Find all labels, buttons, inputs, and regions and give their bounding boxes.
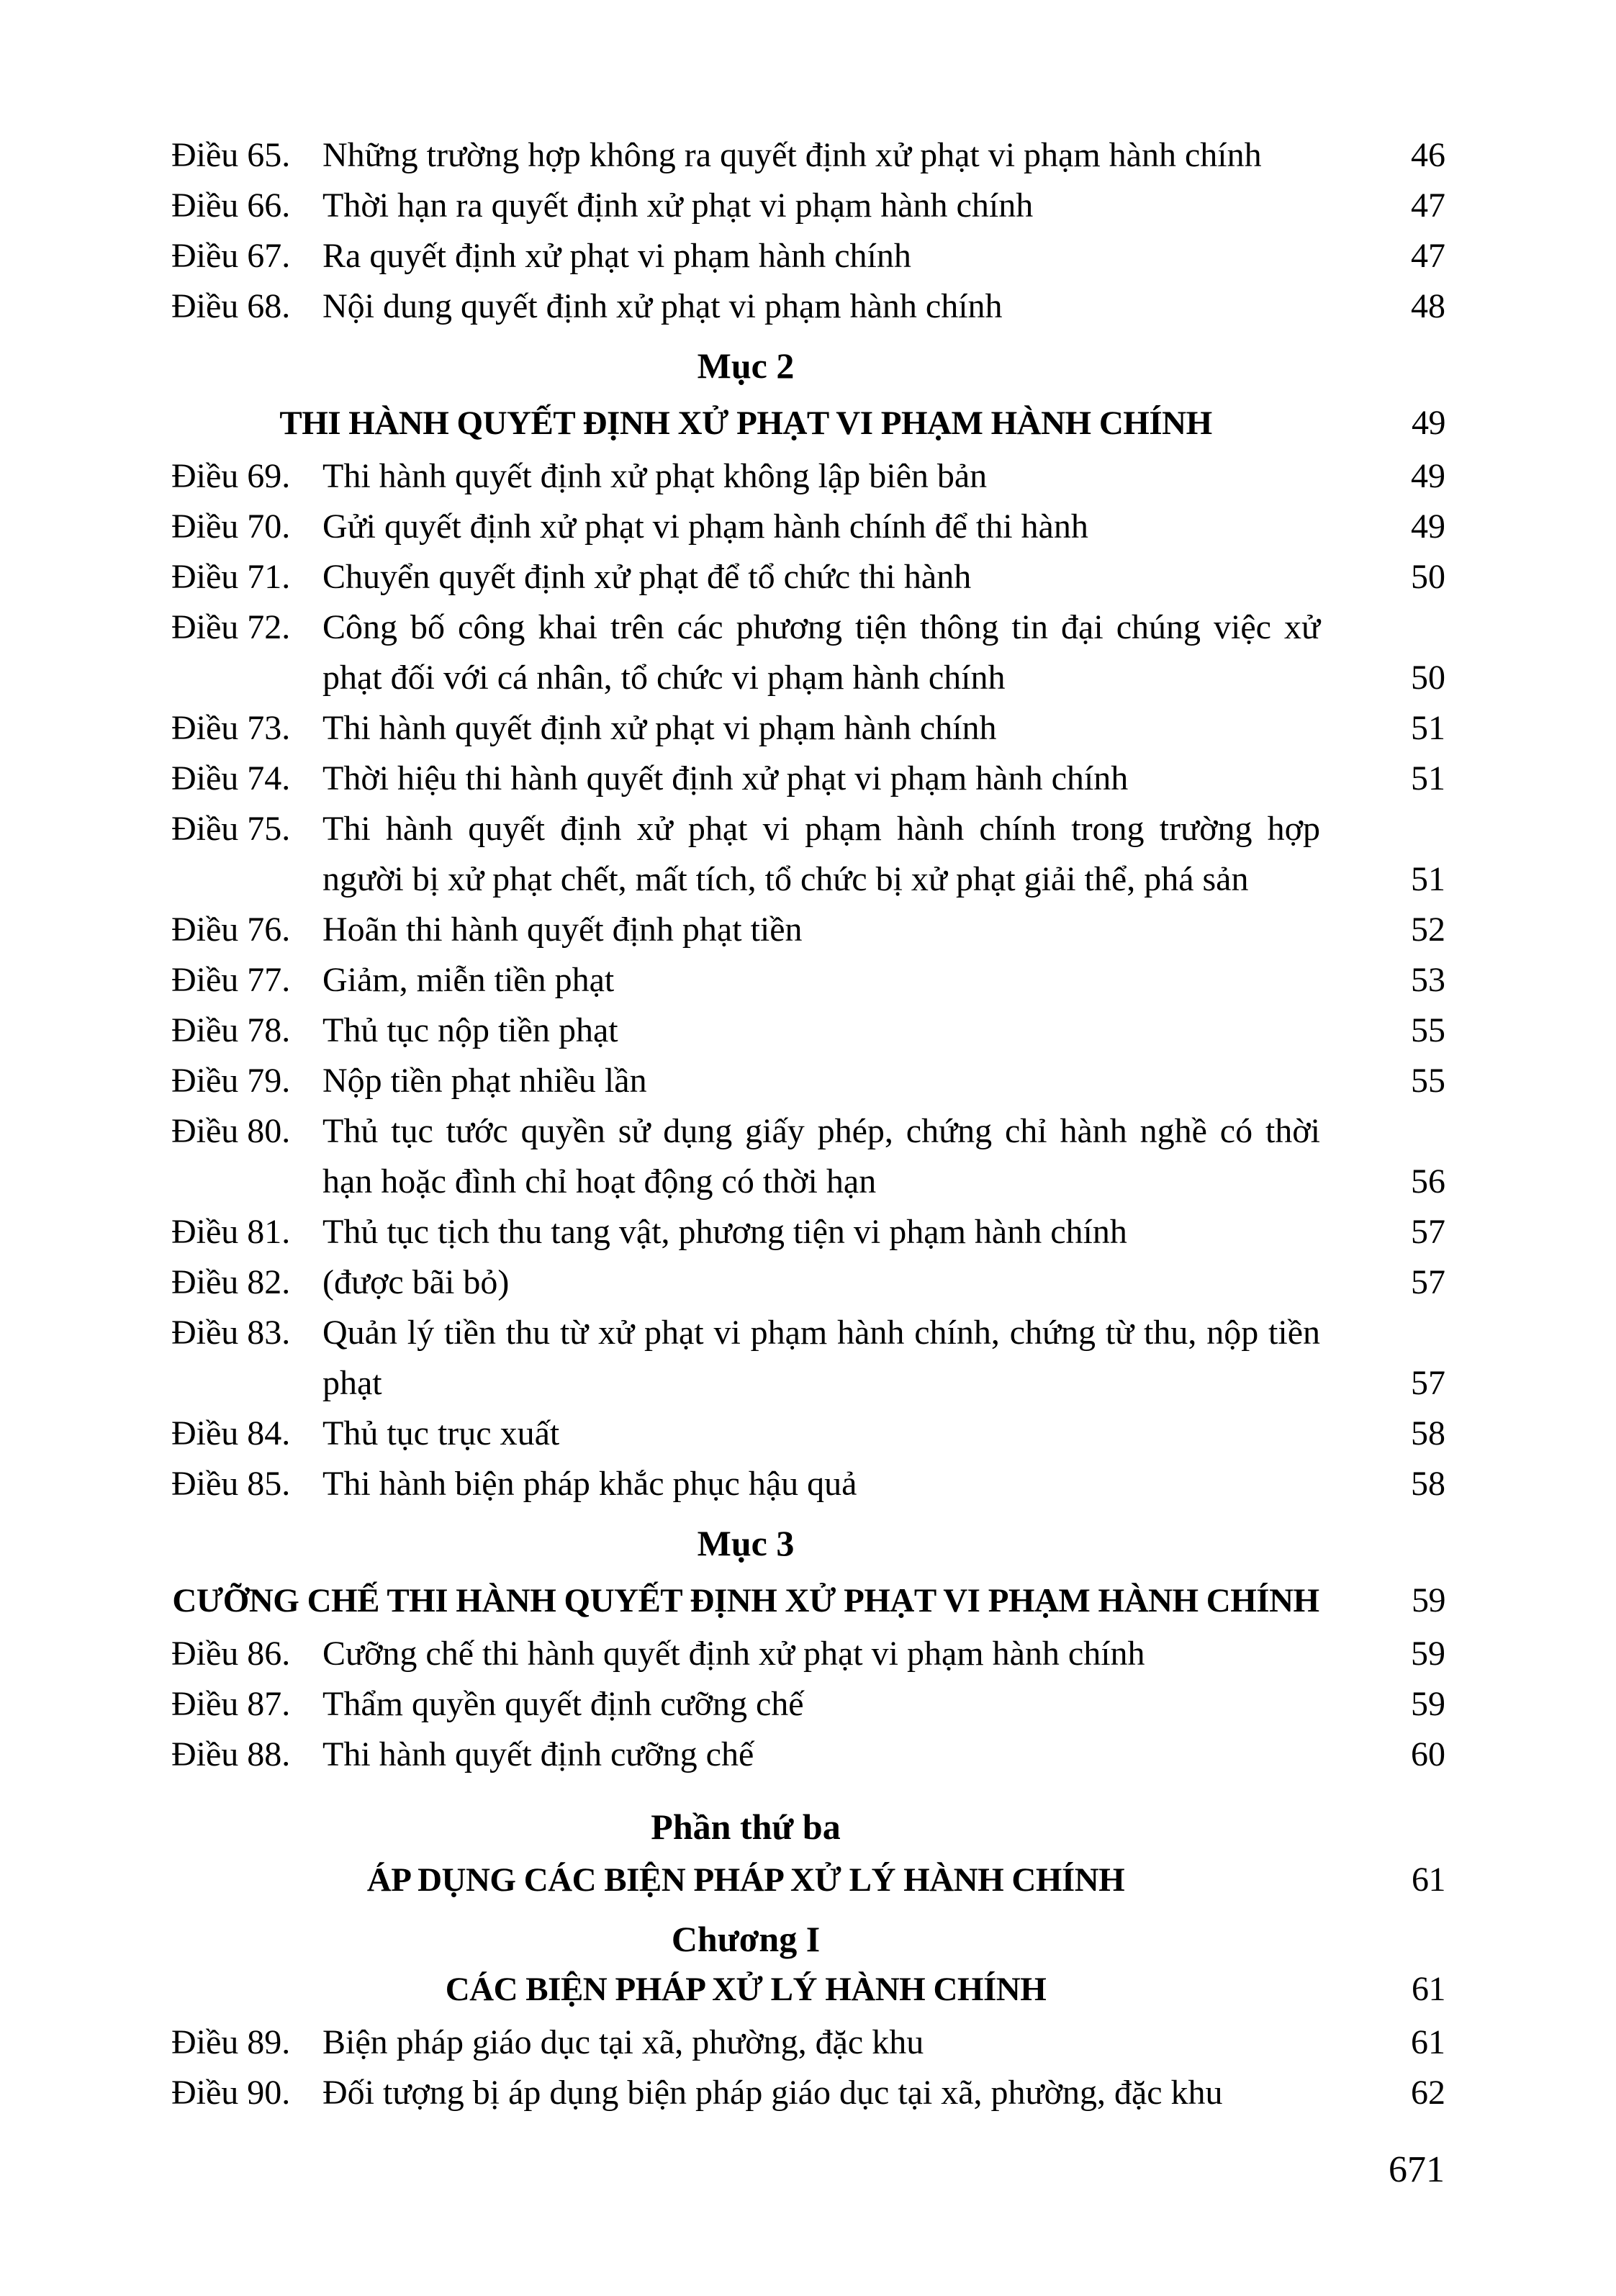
toc-entry-title: Quản lý tiền thu từ xử phạt vi phạm hành chính, chứng từ thu, nộp tiền phạt xyxy=(322,1314,1320,1402)
toc-entry-label: Điều 72. xyxy=(171,608,291,646)
toc-entry-title: Thời hiệu thi hành quyết định xử phạt vi phạm hành chính xyxy=(322,759,1129,797)
toc-entry-title: Thời hạn ra quyết định xử phạt vi phạm hành chính xyxy=(322,186,1034,225)
toc-heading-page-number: 61 xyxy=(1412,1970,1445,2008)
toc-entry-page-number: 51 xyxy=(1411,759,1445,797)
toc-entry xyxy=(171,703,1445,754)
toc-entry-page-number: 48 xyxy=(1411,287,1445,325)
toc-entry-page-number: 60 xyxy=(1411,1735,1445,1773)
toc-heading-page-number: 59 xyxy=(1412,1581,1445,1619)
toc-entry xyxy=(171,552,1445,602)
toc-entry xyxy=(171,1106,1445,1207)
toc-entry-label: Điều 84. xyxy=(171,1414,291,1452)
toc-entry-title: Thủ tục tịch thu tang vật, phương tiện vi phạm hành chính xyxy=(322,1213,1127,1251)
toc-heading xyxy=(171,1855,1445,1905)
toc-entry-page-number: 57 xyxy=(1411,1213,1445,1251)
toc-entry-page-number: 49 xyxy=(1411,507,1445,546)
toc-entry-page-number: 51 xyxy=(1411,860,1445,898)
toc-entry-page-number: 52 xyxy=(1411,910,1445,949)
toc-entry xyxy=(171,1308,1445,1409)
toc-heading-title: Mục 2 xyxy=(697,345,795,386)
toc-entry xyxy=(171,1409,1445,1459)
toc-entry-page-number: 46 xyxy=(1411,136,1445,174)
toc-heading-title: CƯỠNG CHẾ THI HÀNH QUYẾT ĐỊNH XỬ PHẠT VI PHẠM HÀNH CHÍNH xyxy=(172,1582,1319,1619)
toc-entry-label: Điều 69. xyxy=(171,457,291,495)
toc-entry xyxy=(171,1207,1445,1257)
toc-heading-page-number: 61 xyxy=(1412,1861,1445,1899)
toc-entry-page-number: 47 xyxy=(1411,186,1445,225)
toc-entry xyxy=(171,1005,1445,1056)
toc-entry-title: Thi hành biện pháp khắc phục hậu quả xyxy=(322,1465,857,1503)
toc-entry-title: Thủ tục tước quyền sử dụng giấy phép, chứng chỉ hành nghề có thời hạn hoặc đình chỉ hoạt động có thời hạn xyxy=(322,1112,1320,1201)
toc-entry-page-number: 59 xyxy=(1411,1635,1445,1673)
toc-entry xyxy=(171,130,1445,181)
toc-entry-label: Điều 82. xyxy=(171,1263,291,1301)
toc-heading-title: Phần thứ ba xyxy=(651,1807,841,1847)
toc-heading-page-number: 49 xyxy=(1412,404,1445,442)
toc-heading-title: Mục 3 xyxy=(697,1523,795,1563)
toc-heading xyxy=(171,340,1445,391)
toc-entry xyxy=(171,451,1445,502)
toc-entry-title: Thi hành quyết định xử phạt vi phạm hành chính xyxy=(322,709,997,747)
toc-entry-label: Điều 66. xyxy=(171,186,291,225)
toc-entry xyxy=(171,905,1445,955)
toc-entry-page-number: 50 xyxy=(1411,659,1445,697)
toc-entry-title: Hoãn thi hành quyết định phạt tiền xyxy=(322,910,803,949)
toc-entry-title: Công bố công khai trên các phương tiện thông tin đại chúng việc xử phạt đối với cá nhân, tổ chức vi phạm hành chính xyxy=(322,608,1320,697)
toc-entry-page-number: 62 xyxy=(1411,2074,1445,2112)
toc-heading xyxy=(171,398,1445,448)
toc-entry xyxy=(171,2068,1445,2118)
toc-entry xyxy=(171,754,1445,804)
toc-entry xyxy=(171,1629,1445,1679)
toc-entry-page-number: 53 xyxy=(1411,961,1445,999)
toc-entry xyxy=(171,1730,1445,1780)
toc-entry-title: Những trường hợp không ra quyết định xử phạt vi phạm hành chính xyxy=(322,136,1262,174)
toc-entry-page-number: 47 xyxy=(1411,237,1445,275)
table-of-contents xyxy=(171,130,1445,2118)
toc-entry xyxy=(171,1679,1445,1730)
toc-entry-label: Điều 78. xyxy=(171,1011,291,1049)
toc-heading xyxy=(171,1914,1445,1964)
toc-heading xyxy=(171,1964,1445,2015)
toc-heading-title: THI HÀNH QUYẾT ĐỊNH XỬ PHẠT VI PHẠM HÀNH CHÍNH xyxy=(279,404,1212,442)
toc-heading xyxy=(171,1802,1445,1852)
toc-entry-label: Điều 67. xyxy=(171,237,291,275)
toc-entry-label: Điều 77. xyxy=(171,961,291,999)
toc-entry xyxy=(171,955,1445,1005)
toc-entry-title: Thủ tục nộp tiền phạt xyxy=(322,1011,618,1049)
toc-entry-page-number: 49 xyxy=(1411,457,1445,495)
toc-entry-title: Thi hành quyết định xử phạt vi phạm hành chính trong trường hợp người bị xử phạt chết, mất tích, tổ chức bị xử phạt giải thể, phá sản xyxy=(322,810,1320,898)
toc-entry-page-number: 56 xyxy=(1411,1162,1445,1201)
toc-entry-label: Điều 89. xyxy=(171,2023,291,2061)
toc-entry-label: Điều 86. xyxy=(171,1635,291,1673)
toc-entry-label: Điều 87. xyxy=(171,1685,291,1723)
toc-entry xyxy=(171,1459,1445,1509)
toc-entry-label: Điều 85. xyxy=(171,1465,291,1503)
toc-entry-title: Nộp tiền phạt nhiều lần xyxy=(322,1062,647,1100)
toc-heading xyxy=(171,1518,1445,1568)
toc-entry xyxy=(171,2017,1445,2068)
toc-entry-label: Điều 83. xyxy=(171,1314,291,1352)
toc-entry-label: Điều 65. xyxy=(171,136,291,174)
toc-entry-label: Điều 88. xyxy=(171,1735,291,1773)
toc-entry xyxy=(171,231,1445,281)
toc-entry-title: (được bãi bỏ) xyxy=(322,1263,510,1301)
toc-entry-page-number: 51 xyxy=(1411,709,1445,747)
toc-entry-page-number: 61 xyxy=(1411,2023,1445,2061)
toc-entry-label: Điều 75. xyxy=(171,810,291,848)
toc-entry-title: Ra quyết định xử phạt vi phạm hành chính xyxy=(322,237,911,275)
toc-entry-label: Điều 81. xyxy=(171,1213,291,1251)
toc-entry-label: Điều 73. xyxy=(171,709,291,747)
toc-entry-label: Điều 90. xyxy=(171,2074,291,2112)
toc-entry-page-number: 58 xyxy=(1411,1414,1445,1452)
toc-entry-page-number: 57 xyxy=(1411,1364,1445,1402)
toc-entry xyxy=(171,502,1445,552)
toc-heading-title: Chương I xyxy=(671,1919,821,1959)
toc-entry-title: Giảm, miễn tiền phạt xyxy=(322,961,615,999)
toc-entry-label: Điều 79. xyxy=(171,1062,291,1100)
toc-entry-label: Điều 74. xyxy=(171,759,291,797)
toc-entry-label: Điều 80. xyxy=(171,1112,291,1150)
toc-entry xyxy=(171,181,1445,231)
toc-entry-title: Thẩm quyền quyết định cưỡng chế xyxy=(322,1685,804,1723)
toc-entry-page-number: 55 xyxy=(1411,1011,1445,1049)
toc-entry xyxy=(171,602,1445,703)
toc-entry-title: Biện pháp giáo dục tại xã, phường, đặc khu xyxy=(322,2023,924,2061)
toc-entry-label: Điều 71. xyxy=(171,558,291,596)
toc-entry-title: Nội dung quyết định xử phạt vi phạm hành chính xyxy=(322,287,1003,325)
toc-entry xyxy=(171,1056,1445,1106)
toc-entry-label: Điều 68. xyxy=(171,287,291,325)
toc-entry xyxy=(171,281,1445,332)
page-folio-number: 671 xyxy=(1389,2149,1445,2190)
toc-entry-page-number: 58 xyxy=(1411,1465,1445,1503)
toc-entry-page-number: 50 xyxy=(1411,558,1445,596)
toc-entry xyxy=(171,804,1445,905)
toc-entry xyxy=(171,1257,1445,1308)
toc-entry-label: Điều 76. xyxy=(171,910,291,949)
toc-entry-page-number: 59 xyxy=(1411,1685,1445,1723)
toc-entry-title: Gửi quyết định xử phạt vi phạm hành chính để thi hành xyxy=(322,507,1088,546)
toc-entry-page-number: 57 xyxy=(1411,1263,1445,1301)
toc-entry-title: Thi hành quyết định cưỡng chế xyxy=(322,1735,754,1773)
toc-entry-title: Chuyển quyết định xử phạt để tổ chức thi hành xyxy=(322,558,972,596)
toc-entry-title: Thủ tục trục xuất xyxy=(322,1414,560,1452)
toc-entry-label: Điều 70. xyxy=(171,507,291,546)
toc-entry-title: Thi hành quyết định xử phạt không lập biên bản xyxy=(322,457,988,495)
toc-heading xyxy=(171,1576,1445,1626)
toc-heading-title: CÁC BIỆN PHÁP XỬ LÝ HÀNH CHÍNH xyxy=(445,1971,1047,2008)
toc-entry-page-number: 55 xyxy=(1411,1062,1445,1100)
toc-entry-title: Cưỡng chế thi hành quyết định xử phạt vi phạm hành chính xyxy=(322,1635,1145,1673)
toc-entry-title: Đối tượng bị áp dụng biện pháp giáo dục tại xã, phường, đặc khu xyxy=(322,2074,1223,2112)
toc-heading-title: ÁP DỤNG CÁC BIỆN PHÁP XỬ LÝ HÀNH CHÍNH xyxy=(366,1861,1125,1899)
